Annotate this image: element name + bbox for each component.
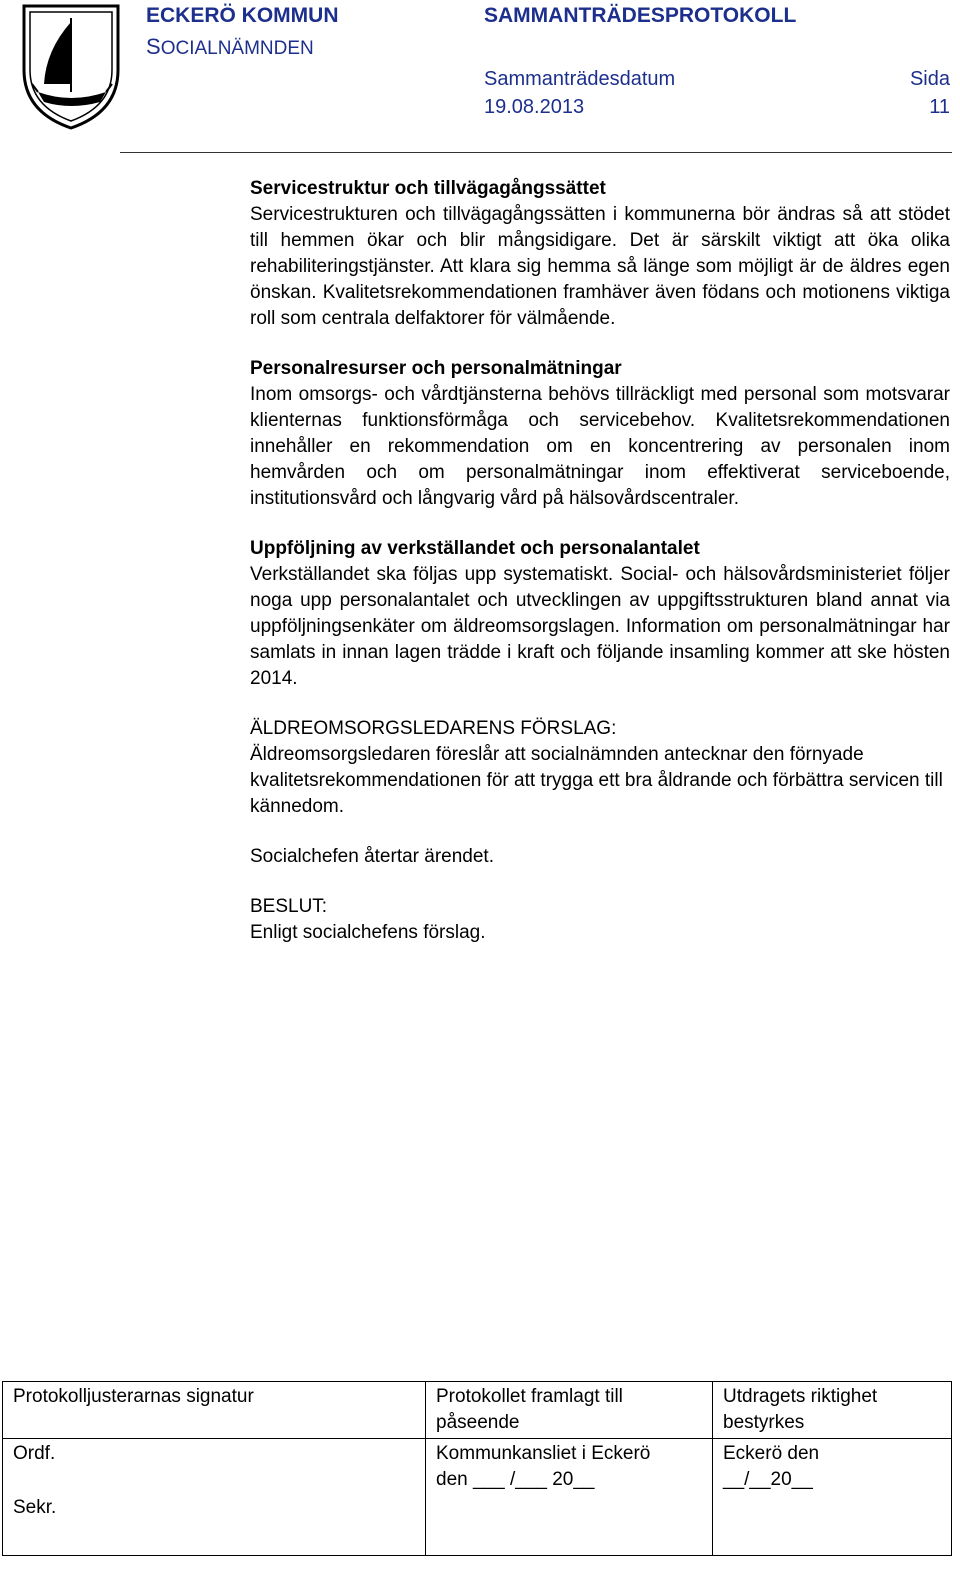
section-service-structure [250, 176, 950, 332]
section-heading: Personalresurser och personalmätningar [250, 358, 622, 379]
chair-label: Ordf. [13, 1443, 56, 1464]
proposal-label: ÄLDREOMSORGSLEDARENS FÖRSLAG: [250, 718, 617, 739]
certified-date: __/__20__ [723, 1469, 813, 1490]
document-title: SAMMANTRÄDESPROTOKOLL [484, 4, 797, 27]
section-text: Verkställandet ska följas upp systematiskt. Social- och hälsovårdsministeriet följer noga upp personalantalet och utvecklingen av uppgiftsstrukturen bland annat via uppföljningsenkäter om äldreomsorgslagen. Information om personalmätningar har samlats in innan lagen trädde i kraft och följande insamling kommer att ske hösten 2014. [250, 564, 950, 689]
certified-header: Utdragets riktighet bestyrkes [713, 1382, 952, 1439]
department-name: SOCIALNÄMNDEN [146, 34, 314, 59]
header-divider [120, 152, 952, 153]
signature-cell [3, 1439, 426, 1556]
page-number: 11 [929, 96, 950, 118]
decision-text: Enligt socialchefens förslag. [250, 922, 486, 943]
municipality-crest-icon [16, 0, 126, 132]
organization-name: ECKERÖ KOMMUN [146, 4, 339, 27]
page-label: Sida [909, 68, 950, 90]
section-heading: Uppföljning av verkställandet och personalantalet [250, 538, 700, 559]
signature-table [2, 1381, 952, 1556]
posted-date: den ___ /___ 20__ [436, 1469, 595, 1490]
decision-label: BESLUT: [250, 896, 328, 917]
section-personnel-resources [250, 356, 950, 512]
posted-cell [426, 1439, 713, 1556]
withdrawn-text: Socialchefen återtar ärendet. [250, 846, 494, 867]
section-heading: Servicestruktur och tillvägagångssättet [250, 178, 606, 199]
section-text: Inom omsorgs- och vårdtjänsterna behövs tillräckligt med personal som motsvarar klienternas funktionsförmåga och servicebehov. Kvalitetsrekommendationen innehåller en rekommendation om en koncentrering av personalen inom hemvården och om personalmätningar inom effektiverat serviceboende, institutionsvård och långvarig vård på hälsovårdscentraler. [250, 384, 950, 509]
section-follow-up [250, 536, 950, 692]
signature-header: Protokolljusterarnas signatur [3, 1382, 426, 1439]
withdrawn-note [250, 844, 950, 870]
meeting-date: 19.08.2013 [484, 96, 585, 118]
section-text: Servicestrukturen och tillvägagångssätten i kommunerna bör ändras så att stödet till hemmen ökar och blir mångsidigare. Det är särskilt viktigt att öka olika rehabiliteringstjänster. Att klara sig hemma så länge som möjligt är de äldres egen önskan. Kvalitetsrekommendationen framhäver även födans och motionens viktiga roll som centrala delfaktorer för välmående. [250, 204, 950, 329]
posted-header: Protokollet framlagt till påseende [426, 1382, 713, 1439]
certified-location: Eckerö den [723, 1443, 820, 1464]
proposal-block [250, 716, 950, 820]
secretary-label: Sekr. [13, 1497, 57, 1518]
certified-cell [713, 1439, 952, 1556]
meeting-date-label: Sammanträdesdatum [484, 68, 676, 90]
decision-block [250, 894, 950, 946]
posted-location: Kommunkansliet i Eckerö [436, 1443, 651, 1464]
proposal-text: Äldreomsorgsledaren föreslår att socialnämnden antecknar den förnyade kvalitetsrekommendationen för att trygga ett bra åldrande och förbättra servicen till kännedom. [250, 744, 943, 817]
document-body [250, 176, 950, 970]
